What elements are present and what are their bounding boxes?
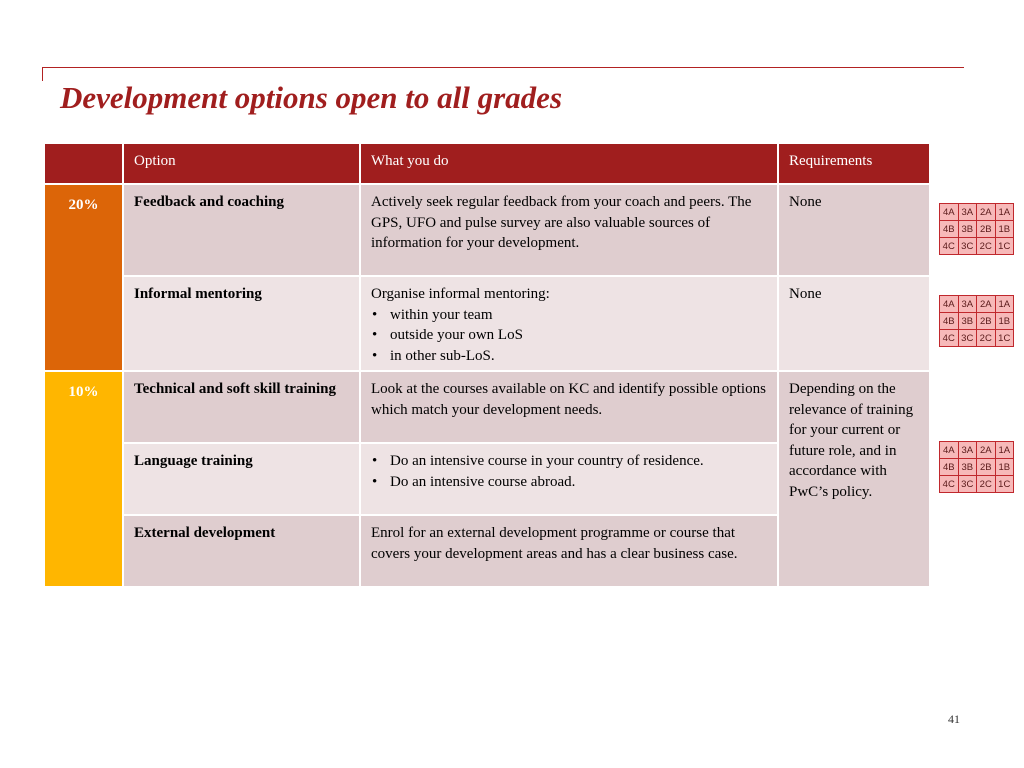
requirements-feedback-and-coaching: None: [778, 184, 930, 276]
grade-cell: 2B: [977, 313, 996, 330]
header-blank: [44, 143, 123, 184]
grade-cell: 3B: [958, 221, 977, 238]
grade-cell: 1A: [995, 296, 1014, 313]
requirements-informal-mentoring: None: [778, 276, 930, 371]
grade-cell: 3A: [958, 204, 977, 221]
grade-grid-row: [940, 313, 1014, 330]
bullet-item: • within your team: [371, 305, 768, 326]
grade-grid-row: [940, 459, 1014, 476]
grade-cell: 4A: [940, 442, 959, 459]
grade-cell: 4C: [940, 476, 959, 493]
header-option: Option: [123, 143, 360, 184]
grade-grid-training: [939, 441, 1014, 493]
what-informal-mentoring: [360, 276, 778, 371]
top-rule-tick: [42, 67, 43, 81]
table-row: [44, 276, 930, 371]
grade-cell: 1C: [995, 330, 1014, 347]
grade-cell: 4A: [940, 204, 959, 221]
grade-cell: 4B: [940, 459, 959, 476]
grade-cell: 3C: [958, 238, 977, 255]
grade-cell: 3B: [958, 459, 977, 476]
bullet-item: • Do an intensive course abroad.: [371, 472, 768, 493]
grade-cell: 1C: [995, 238, 1014, 255]
grade-grid-mentoring: [939, 295, 1014, 347]
grade-cell: 1C: [995, 476, 1014, 493]
bullet-item: • in other sub-LoS.: [371, 346, 768, 367]
grade-cell: 1B: [995, 459, 1014, 476]
header-what-you-do: What you do: [360, 143, 778, 184]
option-technical-and-soft-skill-training: Technical and soft skill training: [123, 371, 360, 443]
grade-grid-feedback: [939, 203, 1014, 255]
what-feedback-and-coaching: Actively seek regular feedback from your coach and peers. The GPS, UFO and pulse survey are also valuable sources of information for your development.: [360, 184, 778, 276]
informal-mentoring-intro: Organise informal mentoring:: [371, 286, 550, 302]
grade-cell: 1B: [995, 221, 1014, 238]
grade-cell: 1A: [995, 204, 1014, 221]
bullet-item: • outside your own LoS: [371, 325, 768, 346]
option-feedback-and-coaching: Feedback and coaching: [123, 184, 360, 276]
option-language-training: Language training: [123, 443, 360, 515]
grade-cell: 3C: [958, 330, 977, 347]
grade-cell: 1A: [995, 442, 1014, 459]
option-informal-mentoring: Informal mentoring: [123, 276, 360, 371]
table-row: [44, 184, 930, 276]
grade-cell: 3C: [958, 476, 977, 493]
grade-cell: 2A: [977, 204, 996, 221]
table-row: [44, 371, 930, 443]
grade-grid-row: [940, 330, 1014, 347]
grade-cell: 2A: [977, 442, 996, 459]
grade-grid-row: [940, 221, 1014, 238]
percent-10-label: 10%: [44, 371, 123, 587]
grade-cell: 4A: [940, 296, 959, 313]
what-technical-and-soft-skill-training: Look at the courses available on KC and identify possible options which match your development needs.: [360, 371, 778, 443]
informal-mentoring-bullets: [371, 305, 768, 367]
grade-cell: 3B: [958, 313, 977, 330]
bullet-item: • Do an intensive course in your country of residence.: [371, 451, 768, 472]
grade-cell: 3A: [958, 296, 977, 313]
grade-cell: 4C: [940, 330, 959, 347]
grade-grid-row: [940, 442, 1014, 459]
language-training-bullets: [371, 451, 768, 492]
grade-cell: 1B: [995, 313, 1014, 330]
grade-grid-row: [940, 296, 1014, 313]
what-external-development: Enrol for an external development programme or course that covers your development areas and has a clear business case.: [360, 515, 778, 587]
grade-cell: 4B: [940, 221, 959, 238]
header-requirements: Requirements: [778, 143, 930, 184]
page-number: 41: [948, 712, 960, 726]
slide-title: Development options open to all grades: [60, 80, 563, 115]
grade-cell: 2C: [977, 330, 996, 347]
grade-cell: 2C: [977, 476, 996, 493]
grade-grid-row: [940, 238, 1014, 255]
what-language-training: [360, 443, 778, 515]
grade-grid-row: [940, 204, 1014, 221]
requirements-training-shared: Depending on the relevance of training for your current or future role, and in accordance with PwC’s policy.: [778, 371, 930, 587]
development-options-table: [43, 142, 931, 588]
grade-cell: 2B: [977, 459, 996, 476]
grade-cell: 2C: [977, 238, 996, 255]
grade-cell: 3A: [958, 442, 977, 459]
grade-cell: 4B: [940, 313, 959, 330]
top-rule: [42, 67, 964, 68]
grade-grid-row: [940, 476, 1014, 493]
option-external-development: External development: [123, 515, 360, 587]
grade-cell: 2A: [977, 296, 996, 313]
grade-cell: 4C: [940, 238, 959, 255]
percent-20-label: 20%: [44, 184, 123, 371]
table-header-row: [44, 143, 930, 184]
grade-cell: 2B: [977, 221, 996, 238]
